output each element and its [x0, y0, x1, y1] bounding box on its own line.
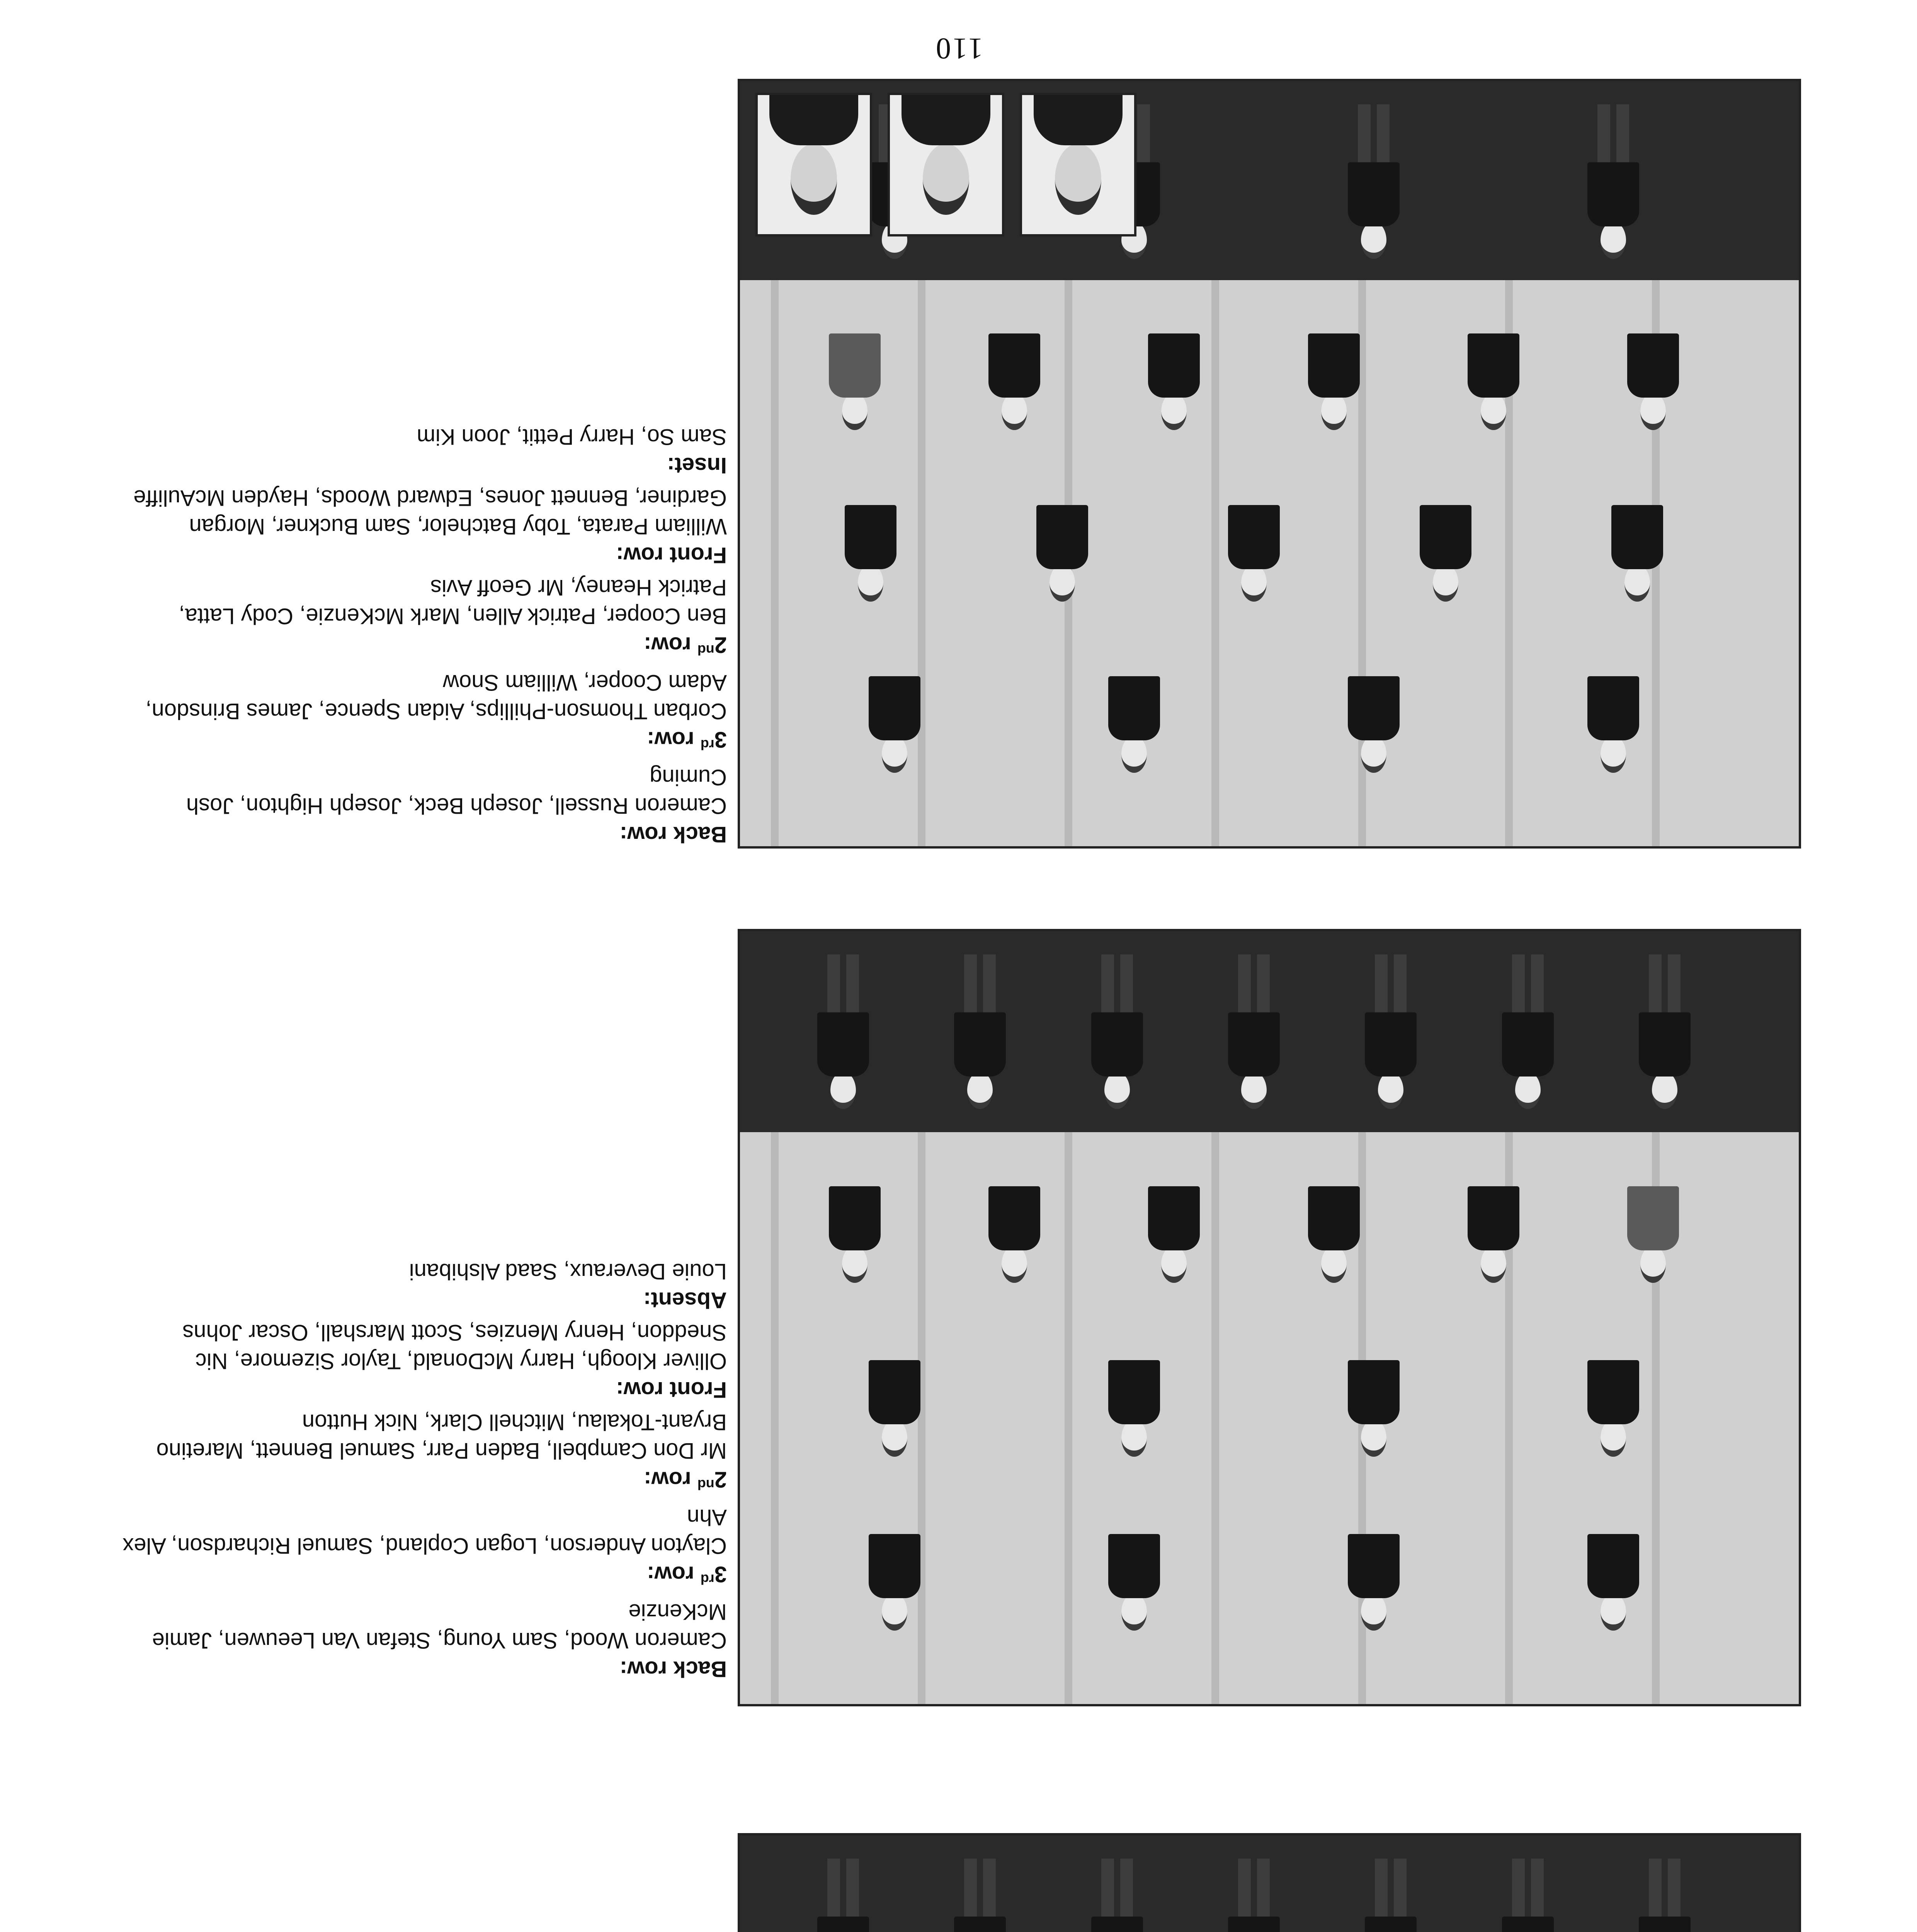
caption-row [116, 1597, 727, 1683]
photo-row-second [775, 1186, 1733, 1283]
student-figure [1033, 505, 1091, 602]
photo-row-second [775, 333, 1733, 430]
caption-row-label: Back row: [619, 1656, 727, 1682]
student-figure [1417, 505, 1475, 602]
caption-row-names: Olliver Kloogh, Harry McDonald, Taylor Sizemore, Nic Sneddon, Henry Menzies, Scott Marshall, Oscar Johns [182, 1320, 727, 1374]
student-figure [814, 1851, 872, 1932]
caption-row-label: Front row: [616, 1377, 727, 1403]
caption-row-names: Clayton Anderson, Logan Copland, Samuel Richardson, Alex Ahn [122, 1504, 727, 1558]
caption-row [116, 1503, 727, 1594]
photo-people [775, 1851, 1733, 1932]
student-figure [1225, 505, 1283, 602]
student-figure [1499, 947, 1557, 1109]
student-figure [1225, 1851, 1283, 1932]
caption-row-names: Louie Deveraux, Saad Alshibani [409, 1259, 727, 1284]
photo-caption-3 [116, 418, 727, 849]
student-figure [1345, 1360, 1403, 1457]
photo-row-third [775, 1360, 1733, 1457]
photo-row-front [775, 1851, 1733, 1932]
student-figure [1105, 1534, 1163, 1631]
caption-row-label: Back row: [619, 822, 727, 847]
student-figure [1362, 1851, 1420, 1932]
caption-row [116, 668, 727, 759]
caption-row [116, 1318, 727, 1404]
caption-row-names: Cameron Russell, Joseph Beck, Joseph Highton, Josh Cuming [186, 765, 727, 818]
student-figure [1624, 333, 1682, 430]
student-figure [1465, 1186, 1522, 1283]
caption-row-names: Mr Don Campbell, Baden Parr, Samuel Bennett, Maretino Bryant-Tokalau, Mitchell Clark, Nick Hutton [156, 1410, 727, 1464]
caption-row-label: 2nd row: [644, 632, 727, 658]
caption-row-names: Corban Thomson-Phillips, Aidan Spence, James Brinsdon, Adam Cooper, William Snow [145, 670, 727, 724]
inset-portrait [1020, 93, 1136, 236]
caption-row [116, 483, 727, 569]
photo-row-back [775, 676, 1733, 773]
caption-row-names: Cameron Wood, Sam Young, Stefan Van Leeuwen, Jamie McKenzie [152, 1599, 727, 1653]
caption-row [116, 763, 727, 849]
student-figure [866, 1360, 924, 1457]
student-figure [1105, 676, 1163, 773]
student-figure [1145, 1186, 1203, 1283]
student-figure [1584, 97, 1642, 259]
caption-row-label: Absent: [643, 1287, 727, 1313]
caption-row-label: 3rd row: [647, 1561, 727, 1587]
student-figure [985, 1186, 1043, 1283]
caption-row-label: 3rd row: [647, 727, 727, 753]
caption-row [116, 1257, 727, 1314]
student-figure [1105, 1360, 1163, 1457]
teacher-figure [1624, 1186, 1682, 1283]
student-figure [842, 505, 900, 602]
student-figure [1636, 1851, 1694, 1932]
student-figure [951, 1851, 1009, 1932]
caption-row-label: Inset: [667, 453, 727, 478]
photo-row-back [775, 1534, 1733, 1631]
student-figure [866, 676, 924, 773]
group-photo-3 [738, 79, 1801, 849]
page-number: 110 [934, 32, 983, 66]
group-photo-2 [738, 929, 1801, 1706]
inset-portrait [755, 93, 872, 236]
photo-caption-2 [116, 1253, 727, 1683]
student-figure [814, 947, 872, 1109]
student-figure [866, 1534, 924, 1631]
photo-row-third [775, 505, 1733, 602]
student-figure [826, 1186, 884, 1283]
student-figure [1362, 947, 1420, 1109]
caption-row-names: Sam So, Harry Pettit, Joon Kim [417, 424, 727, 450]
student-figure [1584, 1360, 1642, 1457]
caption-row-label: 2nd row: [644, 1467, 727, 1493]
caption-row [116, 573, 727, 664]
student-figure [1305, 1186, 1363, 1283]
photo-row-front [775, 947, 1733, 1109]
student-figure [1345, 1534, 1403, 1631]
caption-row-label: Front row: [616, 543, 727, 568]
student-figure [1584, 676, 1642, 773]
student-figure [1088, 947, 1146, 1109]
student-figure [985, 333, 1043, 430]
student-figure [1499, 1851, 1557, 1932]
caption-row-names: William Parata, Toby Batchelor, Sam Buckner, Morgan Gardiner, Bennett Jones, Edward Woods, Hayden McAuliffe [133, 485, 727, 539]
student-figure [1305, 333, 1363, 430]
student-figure [1465, 333, 1522, 430]
caption-row-names: Ben Cooper, Patrick Allen, Mark McKenzie, Cody Latta, Patrick Heaney, Mr Geoff Avis [179, 575, 727, 629]
inset-photos [740, 81, 1152, 244]
student-figure [1345, 97, 1403, 259]
student-figure [1225, 947, 1283, 1109]
photo-people [775, 947, 1733, 1631]
student-figure [1088, 1851, 1146, 1932]
student-figure [1145, 333, 1203, 430]
group-photo-1 [738, 1833, 1801, 1932]
student-figure [1345, 676, 1403, 773]
student-figure [951, 947, 1009, 1109]
teacher-figure [826, 333, 884, 430]
student-figure [1636, 947, 1694, 1109]
caption-row [116, 422, 727, 480]
student-figure [1584, 1534, 1642, 1631]
student-figure [1608, 505, 1666, 602]
caption-row [116, 1408, 727, 1498]
inset-portrait [888, 93, 1004, 236]
